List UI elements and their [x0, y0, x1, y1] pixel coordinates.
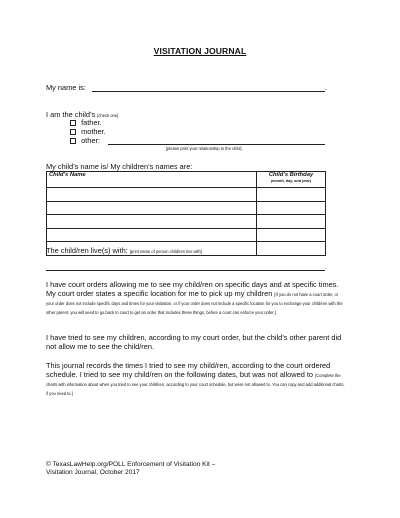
- child-birthday-cell[interactable]: [257, 201, 326, 215]
- name-field-line[interactable]: [92, 91, 325, 92]
- lives-with-hint: [print name of person child/ren live with]: [129, 249, 202, 254]
- table-header-row: [47, 172, 326, 188]
- table-row: [47, 215, 326, 229]
- journal-purpose-text: This journal records the times I tried to see my child/ren, according to the court ordered schedule. I tried to see my child/ren on the following dates, but was not allowed to: [46, 361, 331, 379]
- name-end-period: .: [325, 83, 328, 92]
- lives-with-line[interactable]: [46, 270, 325, 271]
- child-name-cell[interactable]: [47, 228, 257, 242]
- journal-purpose-paragraph: [46, 361, 346, 397]
- child-birthday-cell[interactable]: [257, 215, 326, 229]
- lives-with-end-period: .: [325, 262, 328, 271]
- child-name-cell[interactable]: [47, 215, 257, 229]
- child-name-cell[interactable]: [47, 188, 257, 202]
- child-birthday-cell[interactable]: [257, 228, 326, 242]
- footer: [46, 461, 215, 478]
- children-table: [46, 171, 326, 256]
- table-row: [47, 228, 326, 242]
- denied-visitation-paragraph: I have tried to see my children, according to my court order, but the child’s other parent did not allow me to see the child/ren.: [46, 333, 342, 351]
- mother-checkbox[interactable]: [70, 129, 76, 135]
- child-birthday-subheader: (month, day, and year): [270, 179, 312, 184]
- name-label: My name is:: [46, 83, 86, 92]
- child-birthday-cell[interactable]: [257, 242, 326, 256]
- option-other: [70, 136, 100, 145]
- father-checkbox[interactable]: [70, 120, 76, 126]
- lives-with-row: [46, 246, 202, 255]
- option-other-label: other:: [81, 136, 100, 145]
- table-row: [47, 201, 326, 215]
- other-hint: [please print your relationship to the child]: [166, 146, 242, 151]
- page-title: VISITATION JOURNAL: [153, 46, 247, 56]
- other-checkbox[interactable]: [70, 138, 76, 144]
- option-father: [70, 118, 102, 127]
- journal-purpose-note: [Complete the charts with information about when you tried to see your child/ren, according to your court schedule, but were not allowed to. You can copy and add additional charts, if you need to.]: [46, 373, 345, 396]
- children-label: My child’s name is/ My children’s names are:: [46, 162, 193, 171]
- footer-line-1: © TexasLawHelp.org/POLL Enforcement of Visitation Kit –: [46, 461, 216, 468]
- child-birthday-cell[interactable]: [257, 188, 326, 202]
- option-father-label: father.: [81, 118, 102, 127]
- footer-line-2: Visitation Journal, October 2017: [46, 469, 140, 477]
- court-order-note: [If you do not have a court order, or your order does not include specific days and times for your visitation, or if your order does not include a specific location for you to exchange your child/ren with the other parent, you will need to go back to court to get an order that includes these things, before a court can enforce your order.]: [46, 292, 343, 315]
- child-name-cell[interactable]: [47, 201, 257, 215]
- role-hint: [check one]: [97, 113, 119, 118]
- option-mother: [70, 127, 106, 136]
- lives-with-label: The child/ren live(s) with:: [46, 246, 128, 255]
- child-name-header: Child’s Name: [47, 172, 257, 188]
- court-order-paragraph: [46, 280, 346, 316]
- court-order-text: I have court orders allowing me to see my child/ren on specific days and at specific times. My court order states a specific location for me to pick up my children: [46, 280, 339, 298]
- table-row: [47, 188, 326, 202]
- child-birthday-header: Child’s Birthday (month, day, and year): [257, 172, 326, 188]
- other-relationship-line[interactable]: [108, 144, 325, 145]
- option-mother-label: mother.: [81, 127, 106, 136]
- role-label: I am the child’s: [46, 110, 96, 119]
